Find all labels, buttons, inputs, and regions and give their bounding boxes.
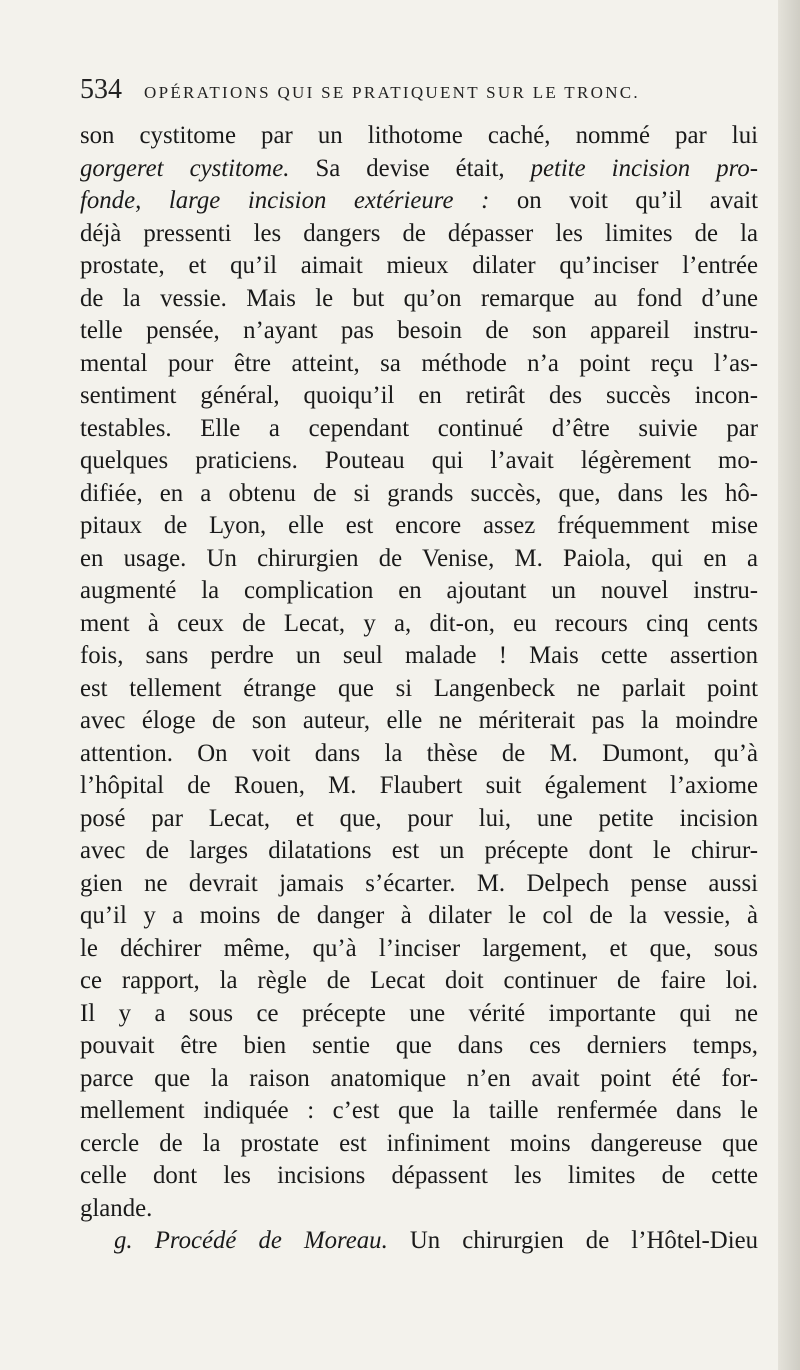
text-line (80, 770, 758, 803)
text-run: avec éloge de son auteur, elle ne mériterait pas la moindre (80, 707, 758, 734)
text-line (80, 998, 758, 1031)
italic-text: g. Procédé de Moreau. (114, 1227, 388, 1254)
text-run: on voit qu’il avait (489, 187, 758, 214)
text-line (80, 1225, 758, 1258)
text-run: Un chirurgien de l’Hôtel-Dieu (387, 1227, 759, 1254)
text-line (80, 185, 758, 218)
text-line (80, 575, 758, 608)
text-run: posé par Lecat, et que, pour lui, une petite incision (80, 804, 758, 832)
text-run: augmenté la complication en ajoutant un nouvel instru- (80, 577, 758, 604)
text-run: en usage. Un chirurgien de Venise, M. Paiola, qui en a (80, 544, 758, 572)
text-line (80, 933, 758, 966)
text-line (80, 413, 758, 446)
text-line (80, 705, 758, 738)
page-edge-shadow (778, 0, 800, 1370)
italic-text: fonde, large incision extérieure : (80, 187, 490, 214)
text-run: celle dont les incisions dépassent les limites de cette (80, 1162, 758, 1189)
text-line (80, 900, 758, 933)
text-line (80, 868, 758, 901)
text-line (80, 673, 758, 706)
text-run: attention. On voit dans la thèse de M. Dumont, qu’à (80, 739, 758, 767)
text-run: parce que la raison anatomique n’en avait point été for- (80, 1064, 758, 1092)
running-head (80, 74, 716, 106)
text-run: testables. Elle a cependant continué d’être suivie par (80, 414, 758, 442)
text-line (80, 153, 758, 186)
text-run: fois, sans perdre un seul malade ! Mais cette assertion (80, 642, 758, 669)
text-run: gien ne devrait jamais s’écarter. M. Delpech pense aussi (80, 869, 758, 897)
text-line (80, 445, 758, 478)
text-line (80, 543, 758, 576)
text-line (80, 250, 758, 283)
text-run: cercle de la prostate est infiniment moins dangereuse que (80, 1129, 758, 1157)
running-head-title: OPÉRATIONS QUI SE PRATIQUENT SUR LE TRONC. (144, 83, 640, 102)
text-run: pouvait être bien sentie que dans ces derniers temps, (80, 1032, 758, 1059)
text-run: qu’il y a moins de danger à dilater le col de la vessie, à (80, 902, 758, 929)
text-run: le déchirer même, qu’à l’inciser largement, et que, sous (80, 934, 758, 962)
text-line (80, 965, 758, 998)
text-line (80, 348, 758, 381)
text-line (80, 835, 758, 868)
text-run: quelques praticiens. Pouteau qui l’avait légèrement mo- (80, 447, 758, 474)
text-line (80, 380, 758, 413)
text-run: glande. (80, 1194, 153, 1222)
text-line (80, 640, 758, 673)
text-run: prostate, et qu’il aimait mieux dilater qu’inciser l’entrée (80, 252, 758, 279)
text-line (80, 1160, 758, 1193)
text-line (80, 803, 758, 836)
text-run: de la vessie. Mais le but qu’on remarque au fond d’une (80, 284, 758, 312)
text-line (80, 1128, 758, 1161)
text-run: telle pensée, n’ayant pas besoin de son appareil instru- (80, 317, 758, 344)
text-run: l’hôpital de Rouen, M. Flaubert suit également l’axiome (80, 772, 758, 799)
text-line (80, 1063, 758, 1096)
text-line (80, 1193, 758, 1226)
text-run: déjà pressenti les dangers de dépasser les limites de la (80, 219, 758, 247)
italic-text: gorgeret cystitome. (80, 154, 290, 182)
text-run: sentiment général, quoiqu’il en retirât des succès incon- (80, 382, 758, 409)
page-number: 534 (80, 74, 122, 105)
text-run: mellement indiquée : c’est que la taille renfermée dans le (80, 1097, 758, 1124)
text-line (80, 218, 758, 251)
text-line (80, 608, 758, 641)
text-run: son cystitome par un lithotome caché, nommé par lui (80, 122, 758, 149)
text-line (80, 315, 758, 348)
text-run: ment à ceux de Lecat, y a, dit-on, eu recours cinq cents (80, 609, 758, 637)
text-line (80, 478, 758, 511)
text-run: est tellement étrange que si Langenbeck ne parlait point (80, 674, 758, 702)
italic-text: petite incision pro- (530, 154, 759, 182)
body-text (80, 120, 758, 1258)
text-run: ce rapport, la règle de Lecat doit continuer de faire loi. (80, 967, 758, 994)
text-run: difiée, en a obtenu de si grands succès, que, dans les hô- (80, 479, 758, 507)
text-run: pitaux de Lyon, elle est encore assez fréquemment mise (80, 512, 758, 539)
text-run: mental pour être atteint, sa méthode n’a point reçu l’as- (80, 349, 758, 377)
text-line (80, 738, 758, 771)
text-line (80, 1030, 758, 1063)
text-run: Sa devise était, (289, 154, 531, 182)
text-line (80, 283, 758, 316)
text-line (80, 1095, 758, 1128)
text-line (80, 510, 758, 543)
text-run: avec de larges dilatations est un précepte dont le chirur- (80, 837, 758, 864)
text-run: Il y a sous ce précepte une vérité importante qui ne (80, 999, 758, 1027)
text-line (80, 120, 758, 153)
